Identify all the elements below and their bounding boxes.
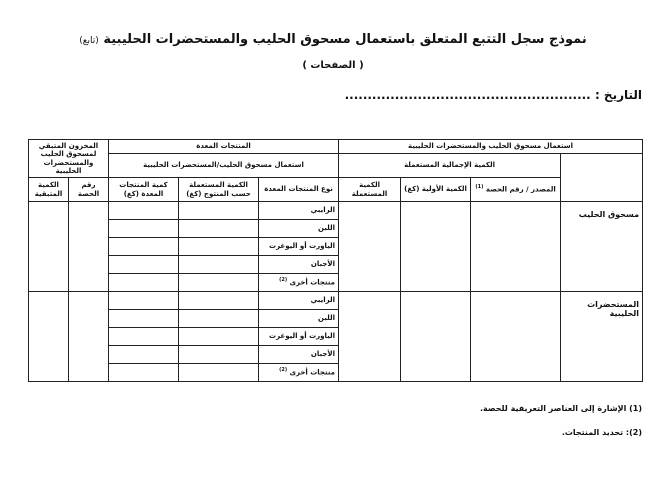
row-group-label: مسحوق الحليب — [561, 202, 643, 292]
usage-group-header: استعمال مسحوق الحليب والمستحضرات الحليبية — [339, 140, 643, 154]
product-type-cell: الرايبي — [259, 202, 339, 220]
source-batch-col-header — [471, 178, 561, 202]
product-type-cell — [259, 274, 339, 292]
prepared-quantity-cell[interactable] — [109, 220, 179, 238]
quantity-per-product-col-header: الكمية المستعملة حسب المنتوج (كغ) — [179, 178, 259, 202]
prepared-quantity-cell[interactable] — [109, 346, 179, 364]
footnote-1-text: الإشارة إلى العناصر التعريفية للحصة. — [480, 404, 627, 413]
product-type-cell: اللبن — [259, 310, 339, 328]
quantity-per-product-cell[interactable] — [179, 256, 259, 274]
quantity-per-product-cell[interactable] — [179, 364, 259, 382]
table-row — [29, 202, 643, 220]
footnote-1-marker: (1) — [629, 404, 642, 413]
product-type-cell — [259, 364, 339, 382]
remaining-stock-header: المخزون المتبقي لمسحوق الحليب والمستحضرات الحليبية — [29, 140, 109, 178]
prepared-quantity-cell[interactable] — [109, 202, 179, 220]
prepared-quantity-cell[interactable] — [109, 256, 179, 274]
quantity-per-product-cell[interactable] — [179, 220, 259, 238]
prepared-quantity-cell[interactable] — [109, 364, 179, 382]
quantity-per-product-cell[interactable] — [179, 238, 259, 256]
quantity-per-product-cell[interactable] — [179, 328, 259, 346]
other-products-note: (2) — [279, 367, 288, 374]
prepared-quantity-cell[interactable] — [109, 274, 179, 292]
used-quantity-cell[interactable] — [339, 292, 401, 382]
date-line — [345, 88, 642, 102]
usage-for-products-header: استعمال مسحوق الحليب/المستحضرات الحليبية — [109, 154, 339, 178]
source-batch-cell[interactable] — [471, 292, 561, 382]
total-quantity-used-header: الكمية الإجمالية المستعملة — [339, 154, 561, 178]
batch-number-cell[interactable] — [69, 202, 109, 292]
quantity-per-product-cell[interactable] — [179, 346, 259, 364]
tracking-table — [28, 139, 643, 382]
used-quantity-col-header: الكمية المستعملة — [339, 178, 401, 202]
product-type-cell: الأجبان — [259, 346, 339, 364]
footnote-1 — [480, 404, 642, 413]
prepared-quantity-cell[interactable] — [109, 292, 179, 310]
product-type-cell: الأجبان — [259, 256, 339, 274]
other-products-note: (2) — [279, 277, 288, 284]
used-quantity-cell[interactable] — [339, 202, 401, 292]
form-title-text: نموذج سجل التتبع المتعلق باستعمال مسحوق الحليب والمستحضرات الحليبية — [103, 32, 587, 47]
quantity-per-product-cell[interactable] — [179, 274, 259, 292]
initial-quantity-cell[interactable] — [401, 202, 471, 292]
product-type-cell: الرايبي — [259, 292, 339, 310]
quantity-per-product-cell[interactable] — [179, 310, 259, 328]
batch-number-col-header: رقم الحصة — [69, 178, 109, 202]
prepared-quantity-col-header: كمية المنتجات المعدة (كغ) — [109, 178, 179, 202]
remaining-quantity-col-header: الكمية المتبقية — [29, 178, 69, 202]
prepared-quantity-cell[interactable] — [109, 238, 179, 256]
row-group-label: المستحضرات الحليبية — [561, 292, 643, 382]
source-batch-cell[interactable] — [471, 202, 561, 292]
other-products-label: منتجات أخرى — [289, 278, 336, 287]
initial-quantity-cell[interactable] — [401, 292, 471, 382]
prepared-quantity-cell[interactable] — [109, 310, 179, 328]
footnote-2-text: تحديد المنتجات. — [561, 428, 624, 437]
remaining-quantity-cell[interactable] — [29, 292, 69, 382]
row-label-header — [561, 154, 643, 202]
table-row — [29, 292, 643, 310]
date-label: التاريخ : — [594, 88, 642, 102]
date-field[interactable]: ...................................................... — [344, 88, 591, 102]
product-type-cell: اللبن — [259, 220, 339, 238]
source-batch-label: المصدر / رقم الحصة — [485, 185, 556, 194]
prepared-quantity-cell[interactable] — [109, 328, 179, 346]
footnote-2 — [562, 428, 642, 437]
remaining-quantity-cell[interactable] — [29, 202, 69, 292]
product-type-col-header: نوع المنتجات المعدة — [259, 178, 339, 202]
form-title — [0, 32, 666, 47]
products-group-header: المنتجات المعدة — [109, 140, 339, 154]
other-products-label: منتجات أخرى — [289, 368, 336, 377]
initial-quantity-col-header: الكمية الأولية (كغ) — [401, 178, 471, 202]
source-batch-note: (1) — [475, 184, 484, 191]
product-type-cell: الياورت أو اليوغرت — [259, 238, 339, 256]
batch-number-cell[interactable] — [69, 292, 109, 382]
footnote-2-marker: (2): — [625, 428, 642, 437]
product-type-cell: الياورت أو اليوغرت — [259, 328, 339, 346]
form-subtitle: ( الصفحات ) — [302, 60, 364, 71]
form-title-note: (تابع) — [79, 36, 99, 46]
quantity-per-product-cell[interactable] — [179, 202, 259, 220]
quantity-per-product-cell[interactable] — [179, 292, 259, 310]
